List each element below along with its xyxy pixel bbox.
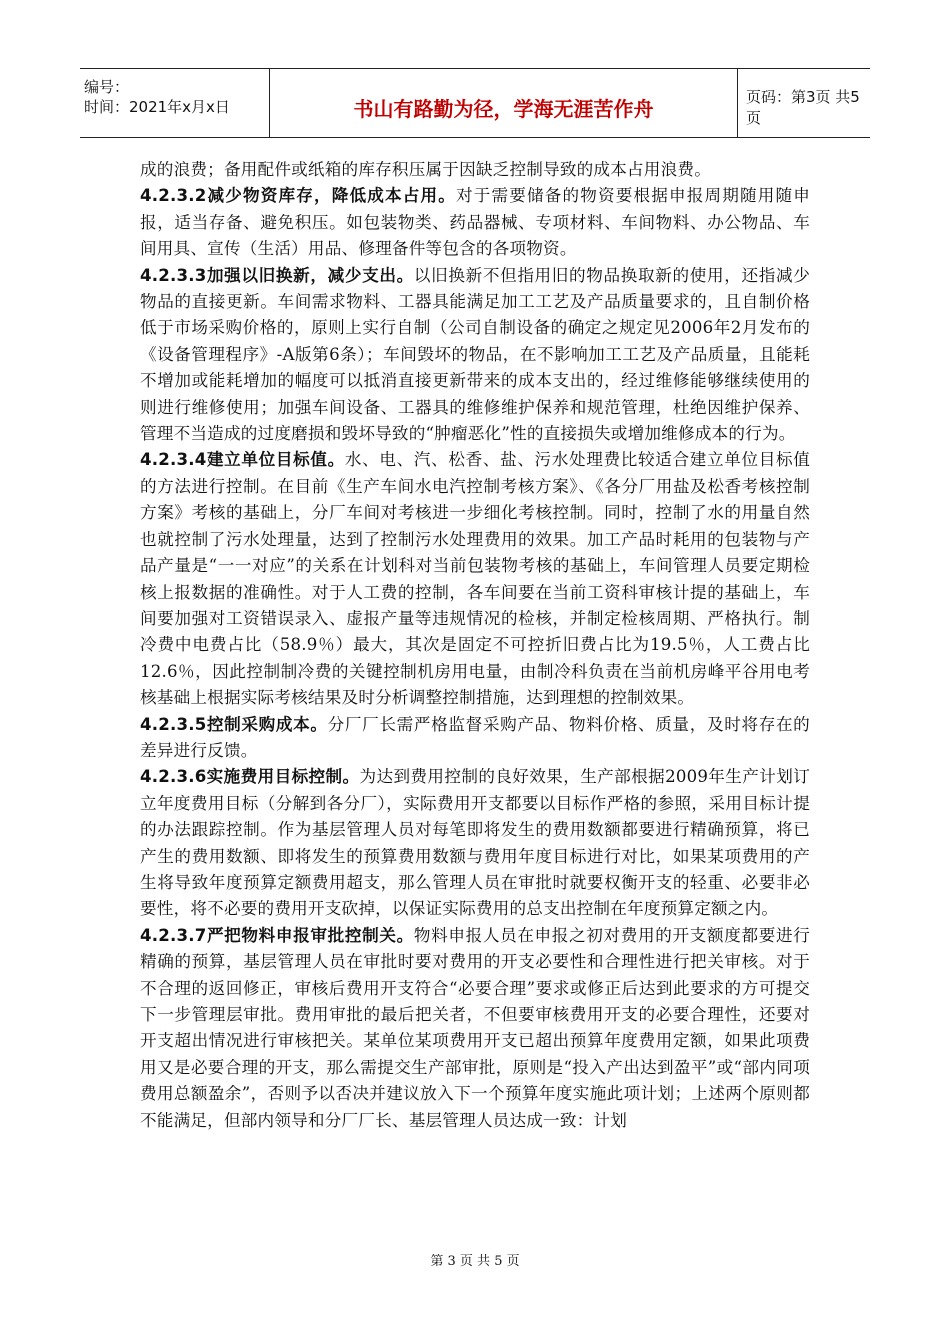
paragraph-text: 为达到费用控制的良好效果，生产部根据2009年生产计划订立年度费用目标（分解到各分厂），实际费用开支都要以目标作严格的参照，采用目标计提的办法跟踪控制。作为基层管理人员对每笔即将发生的费用数额都要进行精确预算，将已产生的费用数额、即将发生的预算费用数额与费用年度目标进行对比，如果某项费用的产生将导致年度预算定额费用超支，那么管理人员在审批时就要权衡开支的轻重、必要非必要性，将不必要的费用开支砍掉，以保证实际费用的总支出控制在年度预算定额之内。 <box>140 767 810 919</box>
paragraph-text: 以旧换新不但指用旧的物品换取新的使用，还指减少物品的直接更新。车间需求物料、工器具能满足加工工艺及产品质量要求的，且自制价格低于市场采购价格的，原则上实行自制（公司自制设备的确定之规定见2006年2月发布的《设备管理程序》-A版第6条）；车间毁坏的物品，在不影响加工工艺及产品质量，且能耗不增加或能耗增加的幅度可以抵消直接更新带来的成本支出的，经过维修能够继续使用的则进行维修使用；加强车间设备、工器具的维修维护保养和规范管理，杜绝因维护保养、管理不当造成的过度磨损和毁坏导致的“肿瘤恶化”性的直接损失或增加维修成本的行为。 <box>140 265 810 444</box>
paragraph-heading: 4.2.3.3加强以旧换新，减少支出。 <box>140 265 414 285</box>
document-body <box>140 157 810 1134</box>
header-motto: 书山有路勤为径，学海无涯苦作舟 <box>270 69 738 137</box>
paragraph-4-2-3-5 <box>140 712 810 765</box>
paragraph-4-2-3-3 <box>140 263 810 448</box>
page-header <box>80 68 870 138</box>
paragraph-text: 成的浪费；备用配件或纸箱的库存积压属于因缺乏控制导致的成本占用浪费。 <box>140 160 711 179</box>
paragraph-heading: 4.2.3.4建立单位目标值。 <box>140 450 345 470</box>
paragraph-heading: 4.2.3.5控制采购成本。 <box>140 714 328 734</box>
document-number-label: 编号： <box>84 78 130 96</box>
paragraph-heading: 4.2.3.2减少物资库存，降低成本占用。 <box>140 186 456 206</box>
header-page-label: 页码：第3页 共5页 <box>746 88 860 127</box>
paragraph-heading: 4.2.3.6实施费用目标控制。 <box>140 767 360 787</box>
paragraph-4-2-3-2 <box>140 183 810 262</box>
header-info <box>80 69 270 137</box>
document-time-label: 时间：2021年x月x日 <box>84 98 230 116</box>
paragraph-text: 对于需要储备的物资要根据申报周期随用随申报，适当存备、避免积压。如包装物类、药品器械、专项材料、车间物料、办公物品、车间用具、宣传（生活）用品、修理备件等包含的各项物资。 <box>140 186 810 259</box>
paragraph-text: 分厂厂长需严格监督采购产品、物料价格、质量，及时将存在的差异进行反馈。 <box>140 714 810 760</box>
paragraph-text: 水、电、汽、松香、盐、污水处理费比较适合建立单位目标值的方法进行控制。在目前《生产车间水电汽控制考核方案》、《各分厂用盐及松香考核控制方案》考核的基础上，分厂车间对考核进一步细化考核控制。同时，控制了水的用量自然也就控制了污水处理量，达到了控制污水处理费用的效果。加工产品时耗用的包装物与产品产量是“一一对应”的关系在计划科对当前包装物考核的基础上，车间管理人员要定期检核上报数据的准确性。对于人工费的控制，各车间要在当前工资科审核计提的基础上，车间要加强对工资错误录入、虚报产量等违规情况的检核，并制定检核周期、严格执行。制冷费中电费占比（58.9％）最大，其次是固定不可控折旧费占比为19.5％，人工费占比12.6％，因此控制制冷费的关键控制机房用电量，由制冷科负责在当前机房峰平谷用电考核基础上根据实际考核结果及时分析调整控制措施，达到理想的控制效果。 <box>140 450 810 708</box>
paragraph-4-2-3-4 <box>140 447 810 711</box>
paragraph-text: 物料申报人员在申报之初对费用的开支额度都要进行精确的预算，基层管理人员在审批时要对费用的开支必要性和合理性进行把关审核。对于不合理的返回修正，审核后费用开支符合“必要合理”要求或修正后达到此要求的方可提交下一步管理层审批。费用审批的最后把关者，不但要审核费用开支的必要合理性，还要对开支超出情况进行审核把关。某单位某项费用开支已超出预算年度费用定额，如果此项费用又是必要合理的开支，那么需提交生产部审批，原则是“投入产出达到盈平”或“部内同项费用总额盈余”，否则予以否决并建议放入下一个预算年度实施此项计划；上述两个原则都不能满足，但部内领导和分厂厂长、基层管理人员达成一致：计划 <box>140 925 810 1130</box>
paragraph-heading: 4.2.3.7严把物料申报审批控制关。 <box>140 925 414 945</box>
paragraph-4-2-3-6 <box>140 764 810 922</box>
paragraph-continuation <box>140 157 810 183</box>
paragraph-4-2-3-7 <box>140 923 810 1134</box>
page-footer: 第 3 页 共 5 页 <box>430 1254 520 1269</box>
